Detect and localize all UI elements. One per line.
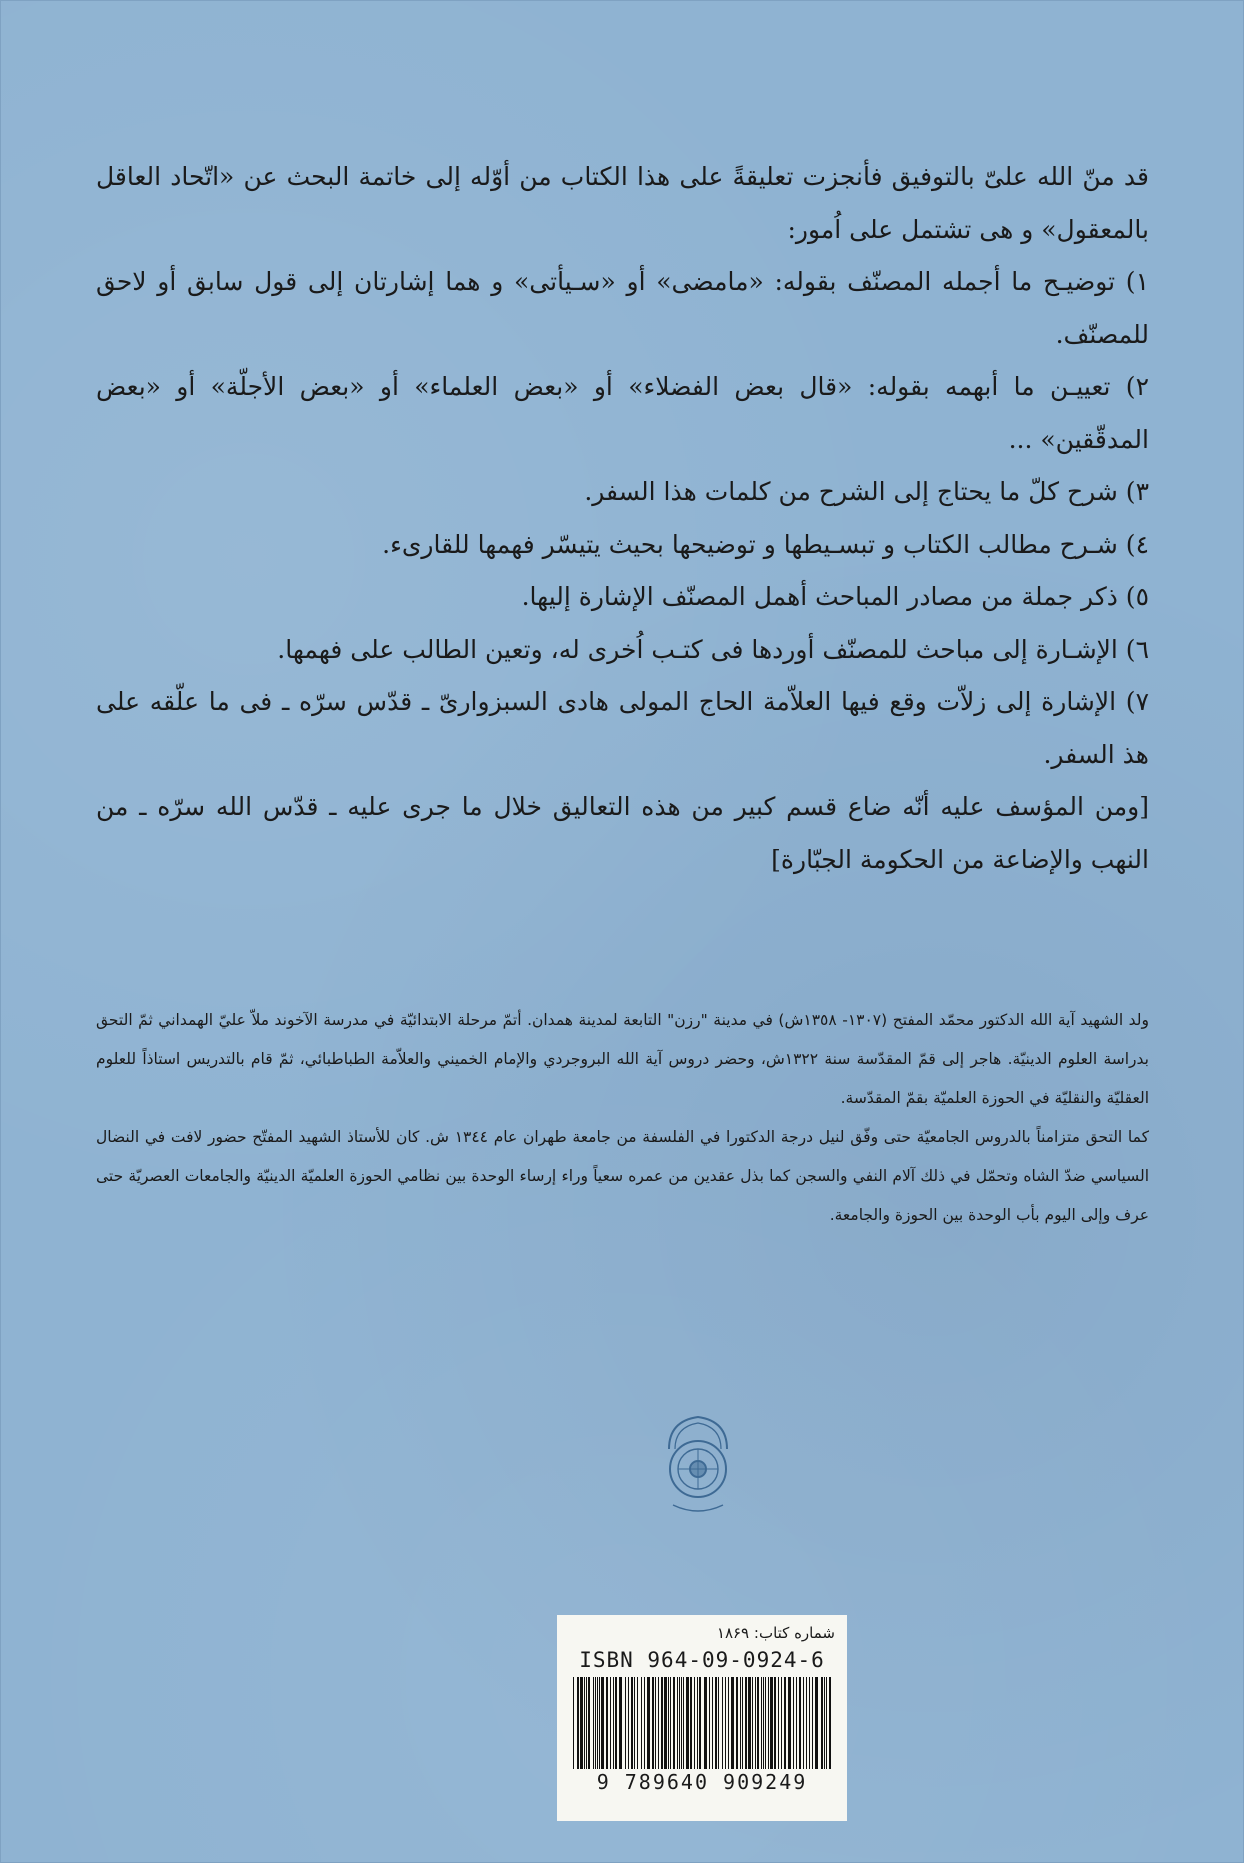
barcode-bar: [699, 1677, 701, 1769]
barcode-bar: [715, 1677, 717, 1769]
barcode-bar: [637, 1677, 638, 1769]
barcode-bar: [718, 1677, 719, 1769]
barcode-bar: [661, 1677, 663, 1769]
barcode-bar: [799, 1677, 801, 1769]
barcode-bar: [577, 1677, 579, 1769]
barcode-bar: [677, 1677, 678, 1769]
barcode-bar: [728, 1677, 729, 1769]
barcode-bar: [652, 1677, 654, 1769]
barcode-bar: [763, 1677, 764, 1769]
barcode-bar: [686, 1677, 689, 1769]
barcode-bar: [736, 1677, 738, 1769]
barcode-bar: [770, 1677, 773, 1769]
barcode-bar: [586, 1677, 587, 1769]
barcode-bar: [815, 1677, 818, 1769]
list-item-7: ٧) الإشارة إلى زلاّت وقع فيها العلاّمة الحاج المولى هادى السبزوارىّ ـ قدّس سرّه ـ فى ما علّقه على هذ السفر.: [96, 687, 1149, 769]
intro-paragraph: قد منّ الله علىّ بالتوفيق فأنجزت تعليقةً على هذا الكتاب من أوّله إلى خاتمة البحث عن «اتّحاد العاقل بالمعقول» و هى تشتمل على اُمور:: [96, 162, 1149, 244]
barcode-bar: [824, 1677, 825, 1769]
barcode-bar: [806, 1677, 807, 1769]
list-item-4: ٤) شـرح مطالب الكتاب و تبسـيطها و توضيحها بحيث يتيسّر فهمها للقارىء.: [382, 529, 1149, 559]
barcode-bar: [725, 1677, 726, 1769]
barcode-bar: [740, 1677, 741, 1769]
barcode-bar: [619, 1677, 622, 1769]
barcode-bar: [644, 1677, 645, 1769]
biography-paragraph-2: كما التحق متزامناً بالدروس الجامعيّة حتى وفّق لنيل درجة الدكتورا في الفلسفة من جامعة طهران عام ١٣٤٤ ش. كان للأستاذ الشهيد المفتّح حضور لافت في النضال السياسي ضدّ الشاه وتحمّل في ذلك آلام النفي والسجن كما بذل عقدين من عمره سعياً وراء إرساء الوحدة بين نظامي الحوزة العلميّة الدينيّة والجامعات العصريّة حتى عرف وإلى اليوم بأب الوحدة بين الحوزة والجامعة.: [96, 1128, 1149, 1224]
biography-paragraph-1: ولد الشهيد آية الله الدكتور محمّد المفتح (١٣٠٧- ١٣٥٨ش) في مدينة "رزن" التابعة لمدينة همدان. أتمّ مرحلة الابتدائيّة في مدرسة الآخوند ملاّ عليّ الهمداني ثمّ التحق بدراسة العلوم الدينيّة. هاجر إلى قمّ المقدّسة سنة ١٣٢٢ش، وحضر دروس آية الله البروجردي والإمام الخميني والعلاّمة الطباطبائي، ثمّ قام بالتدريس استاذاً للعلوم العقليّة والنقليّة في الحوزة العلميّة بقمّ المقدّسة.: [96, 1011, 1149, 1107]
barcode-bar: [722, 1677, 723, 1769]
barcode-bar: [595, 1677, 596, 1769]
barcode-bar: [704, 1677, 707, 1769]
isbn: ISBN 964-09-0924-6: [579, 1648, 825, 1672]
barcode-bar: [588, 1677, 590, 1769]
author-biography: [96, 1001, 1149, 1235]
barcode-bar: [641, 1677, 642, 1769]
barcode-bar: [778, 1677, 779, 1769]
barcode-bar: [613, 1677, 614, 1769]
barcode-bar: [610, 1677, 611, 1769]
barcode-bar: [748, 1677, 751, 1769]
barcode-bar: [664, 1677, 667, 1769]
barcode-label: [557, 1615, 847, 1821]
barcode-bar: [573, 1677, 574, 1769]
barcode-bar: [755, 1677, 756, 1769]
barcode-bar: [668, 1677, 669, 1769]
closing-note: [ومن المؤسف عليه أنّه ضاع قسم كبير من هذه التعاليق خلال ما جرى عليه ـ قدّس الله سرّه ـ من النهب والإضاعة من الحكومة الجبّارة]: [96, 792, 1149, 874]
book-number: شماره كتاب: ۱۸۶۹: [716, 1624, 835, 1642]
barcode-digits: 9 789640 909249: [596, 1770, 808, 1794]
barcode-bar: [829, 1677, 831, 1769]
barcode-bar: [742, 1677, 743, 1769]
barcode-bar: [584, 1677, 585, 1769]
barcode-bar: [765, 1677, 766, 1769]
barcode-bar: [593, 1677, 594, 1769]
barcode-bars: [569, 1677, 835, 1769]
barcode-bar: [599, 1677, 600, 1769]
barcode-bar: [796, 1677, 797, 1769]
barcode-bar: [781, 1677, 782, 1769]
barcode-bar: [709, 1677, 710, 1769]
barcode-bar: [697, 1677, 698, 1769]
barcode-bar: [628, 1677, 629, 1769]
barcode-bar: [788, 1677, 791, 1769]
barcode-bar: [580, 1677, 583, 1769]
barcode-bar: [673, 1677, 675, 1769]
barcode-bar: [681, 1677, 682, 1769]
barcode-bar: [752, 1677, 753, 1769]
barcode-bar: [768, 1677, 769, 1769]
barcode-bar: [694, 1677, 695, 1769]
barcode-bar: [655, 1677, 656, 1769]
barcode-bar: [774, 1677, 776, 1769]
circular-seal-logo-icon: [657, 1409, 739, 1521]
barcode-bar: [683, 1677, 684, 1769]
barcode-bar: [625, 1677, 626, 1769]
barcode-bar: [634, 1677, 635, 1769]
barcode-bar: [670, 1677, 671, 1769]
list-item-5: ٥) ذكر جملة من مصادر المباحث أهمل المصنّف الإشارة إليها.: [521, 582, 1149, 611]
barcode-bar: [784, 1677, 786, 1769]
barcode-bar: [731, 1677, 734, 1769]
barcode-bar: [826, 1677, 827, 1769]
barcode-bar: [812, 1677, 813, 1769]
list-item-3: ٣) شرح كلّ ما يحتاج إلى الشرح من كلمات هذا السفر.: [584, 477, 1149, 506]
list-item-6: ٦) الإشـارة إلى مباحث للمصنّف أوردها فى كتـب اُخرى له، وتعين الطالب على فهمها.: [277, 634, 1149, 664]
barcode-bar: [601, 1677, 604, 1769]
barcode-bar: [615, 1677, 617, 1769]
list-item-1: ١) توضيـح ما أجمله المصنّف بقوله: «مامضى» أو «سـيأتى» و هما إشارتان إلى قول سابق أو لاحق للمصنّف.: [96, 267, 1149, 349]
barcode-bar: [757, 1677, 759, 1769]
main-description: [96, 151, 1149, 886]
barcode-bar: [647, 1677, 650, 1769]
barcode-bar: [712, 1677, 713, 1769]
barcode-bar: [631, 1677, 633, 1769]
barcode-bar: [745, 1677, 747, 1769]
barcode-bar: [809, 1677, 810, 1769]
barcode-bar: [679, 1677, 680, 1769]
barcode-bar: [658, 1677, 659, 1769]
barcode-bar: [690, 1677, 692, 1769]
barcode-bar: [597, 1677, 598, 1769]
barcode-bar: [821, 1677, 823, 1769]
barcode-bar: [793, 1677, 794, 1769]
barcode-bar: [803, 1677, 804, 1769]
barcode-bar: [761, 1677, 762, 1769]
barcode-bar: [606, 1677, 608, 1769]
list-item-2: ٢) تعييـن ما أبهمه بقوله: «قال بعض الفضلاء» أو «بعض العلماء» أو «بعض الأجلّة» أو «بعض المدقّقين» ...: [96, 372, 1149, 454]
